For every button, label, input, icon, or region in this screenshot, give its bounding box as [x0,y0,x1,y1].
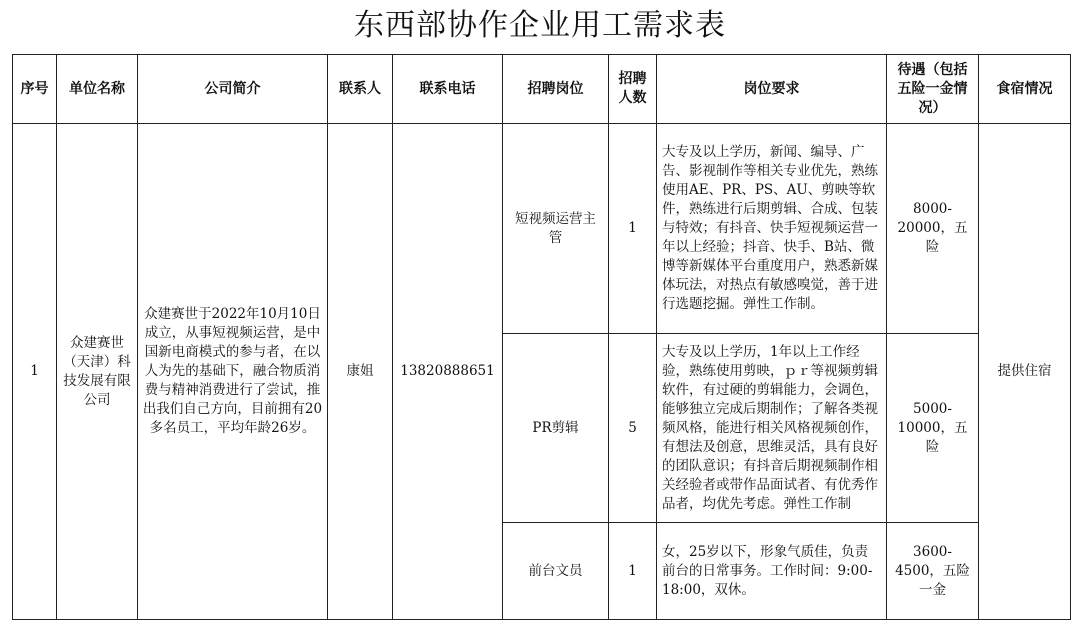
job-demand-table [12,54,1071,620]
header-phone: 联系电话 [393,55,503,124]
job-salary: 8000-20000，五险 [887,124,979,334]
job-position: 短视频运营主管 [503,124,609,334]
header-intro: 公司简介 [138,55,328,124]
job-count: 1 [609,124,657,334]
job-position: PR剪辑 [503,334,609,523]
company-name: 众建赛世（天津）科技发展有限公司 [57,124,138,620]
company-seq: 1 [13,124,57,620]
job-count: 5 [609,334,657,523]
header-unit: 单位名称 [57,55,138,124]
company-phone: 13820888651 [393,124,503,620]
job-position: 前台文员 [503,523,609,620]
header-count: 招聘人数 [609,55,657,124]
page-title: 东西部协作企业用工需求表 [354,8,726,43]
job-count: 1 [609,523,657,620]
company-contact: 康姐 [328,124,393,620]
header-requirements: 岗位要求 [657,55,887,124]
header-seq: 序号 [13,55,57,124]
header-row [13,55,1071,124]
header-position: 招聘岗位 [503,55,609,124]
header-salary: 待遇（包括五险一金情况） [887,55,979,124]
header-contact: 联系人 [328,55,393,124]
table-row [13,124,1071,334]
job-salary: 3600-4500，五险一金 [887,523,979,620]
job-salary: 5000-10000，五险 [887,334,979,523]
header-lodging: 食宿情况 [979,55,1071,124]
job-requirements: 大专及以上学历，新闻、编导、广告、影视制作等相关专业优先，熟练使用AE、PR、PS、AU、剪映等软件，熟练进行后期剪辑、合成、包装与特效；有抖音、快手短视频运营一年以上经验；抖音、快手、B站、微博等新媒体平台重度用户，熟悉新媒体玩法，对热点有敏感嗅觉，善于进行选题挖掘。弹性工作制。 [657,124,887,334]
company-intro: 众建赛世于2022年10月10日成立，从事短视频运营，是中国新电商模式的参与者，在以人为先的基础下，融合物质消费与精神消费进行了尝试，推出我们自己方向，目前拥有20多名员工，平均年龄26岁。 [138,124,328,620]
job-requirements: 女，25岁以下，形象气质佳，负责前台的日常事务。工作时间：9:00-18:00，双休。 [657,523,887,620]
company-lodging: 提供住宿 [979,124,1071,620]
job-requirements: 大专及以上学历，1年以上工作经验，熟练使用剪映，ｐｒ等视频剪辑软件，有过硬的剪辑能力，会调色，能够独立完成后期制作；了解各类视频风格，能进行相关风格视频创作，有想法及创意，思维灵活，具有良好的团队意识；有抖音后期视频制作相关经验者或带作品面试者、有优秀作品者，均优先考虑。弹性工作制 [657,334,887,523]
